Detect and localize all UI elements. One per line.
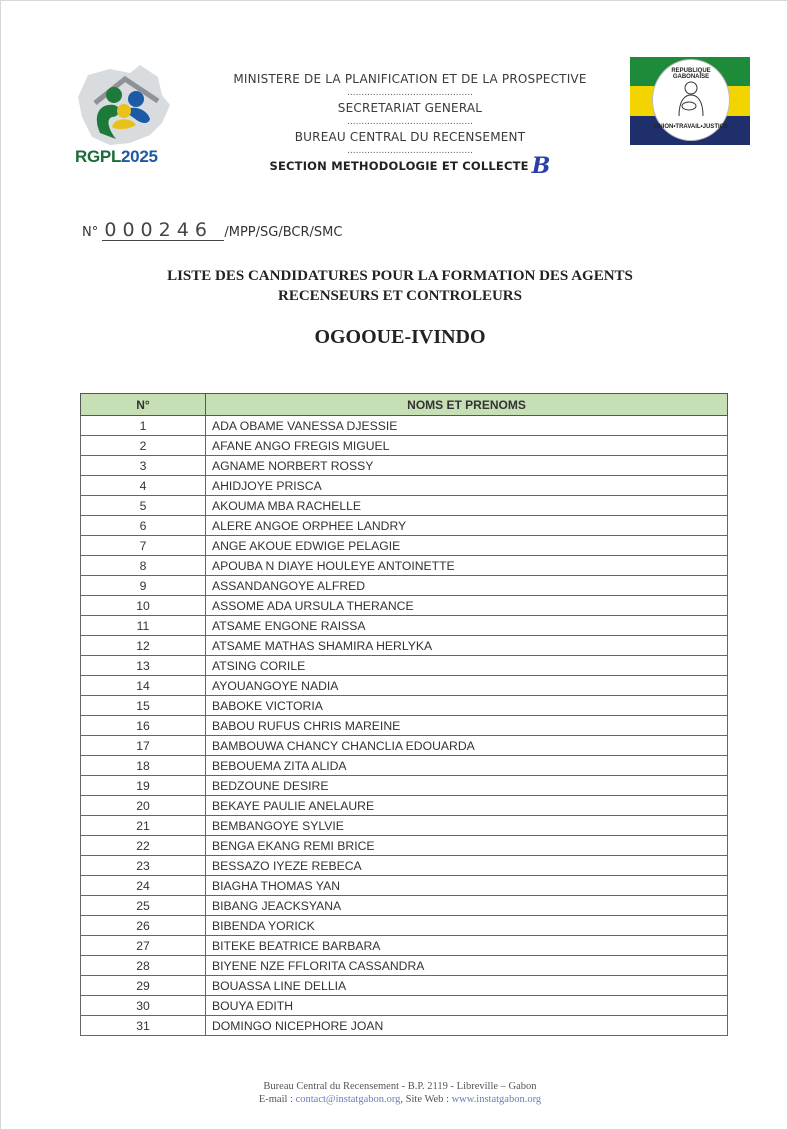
row-number: 22 [81,836,206,856]
candidate-name: AYOUANGOYE NADIA [206,676,728,696]
candidate-name: ASSANDANGOYE ALFRED [206,576,728,596]
candidate-name: AFANE ANGO FREGIS MIGUEL [206,436,728,456]
letterhead [220,72,600,179]
reference-prefix: N° [82,225,99,240]
row-number: 26 [81,916,206,936]
candidate-name: AGNAME NORBERT ROSSY [206,456,728,476]
row-number: 6 [81,516,206,536]
row-number: 5 [81,496,206,516]
table-row [81,756,728,776]
table-row [81,656,728,676]
table-row [81,956,728,976]
row-number: 23 [81,856,206,876]
gabon-flag-emblem [630,57,750,145]
reference-value: 000246 [102,220,224,241]
table-row [81,776,728,796]
email-label: E-mail : [258,1094,296,1105]
reference-number [82,220,342,241]
table-row [81,536,728,556]
separator-dots: ............................................ [347,117,473,127]
table-row [81,716,728,736]
row-number: 27 [81,936,206,956]
coat-of-arms-seal-icon [652,59,730,141]
candidate-name: ATSAME MATHAS SHAMIRA HERLYKA [206,636,728,656]
reference-suffix: /MPP/SG/BCR/SMC [224,225,343,240]
row-number: 9 [81,576,206,596]
table-header-row [81,394,728,416]
table-row [81,876,728,896]
table-row [81,976,728,996]
row-number: 20 [81,796,206,816]
row-number: 29 [81,976,206,996]
table-row [81,676,728,696]
row-number: 2 [81,436,206,456]
candidate-name: BESSAZO IYEZE REBECA [206,856,728,876]
row-number: 10 [81,596,206,616]
candidate-name: BOUASSA LINE DELLIA [206,976,728,996]
candidate-name: AKOUMA MBA RACHELLE [206,496,728,516]
candidate-name: ADA OBAME VANESSA DJESSIE [206,416,728,436]
row-number: 11 [81,616,206,636]
table-row [81,416,728,436]
table-row [81,596,728,616]
section-name [220,153,600,179]
table-row [81,436,728,456]
secretariat-name: SECRETARIAT GENERAL [337,101,483,115]
logo-text-main: RGPL [75,147,122,166]
row-number: 4 [81,476,206,496]
row-number: 24 [81,876,206,896]
region-title: OGOOUE-IVINDO [314,326,486,348]
table-row [81,836,728,856]
candidate-name: BEMBANGOYE SYLVIE [206,816,728,836]
candidate-name: ASSOME ADA URSULA THERANCE [206,596,728,616]
row-number: 3 [81,456,206,476]
footer-address: Bureau Central du Recensement - B.P. 2119 - Libreville – Gabon [263,1081,537,1092]
logo-text [75,147,158,167]
table-row [81,936,728,956]
table-row [81,556,728,576]
candidate-name: BIAGHA THOMAS YAN [206,876,728,896]
candidate-name: ALERE ANGOE ORPHEE LANDRY [206,516,728,536]
bureau-name: BUREAU CENTRAL DU RECENSEMENT [294,130,526,144]
ministry-name: MINISTERE DE LA PLANIFICATION ET DE LA PROSPECTIVE [233,72,587,86]
table-row [81,816,728,836]
seal-text-bottom: UNION•TRAVAIL•JUSTICE [654,124,728,130]
table-row [81,996,728,1016]
table-row [81,476,728,496]
separator-dots: ............................................ [347,88,473,98]
row-number: 7 [81,536,206,556]
table-row [81,616,728,636]
candidates-table [80,393,728,1036]
table-row [81,896,728,916]
table-row [81,916,728,936]
row-number: 19 [81,776,206,796]
candidate-name: APOUBA N DIAYE HOULEYE ANTOINETTE [206,556,728,576]
candidate-name: BAMBOUWA CHANCY CHANCLIA EDOUARDA [206,736,728,756]
table-row [81,516,728,536]
candidate-name: BEKAYE PAULIE ANELAURE [206,796,728,816]
row-number: 12 [81,636,206,656]
table-row [81,736,728,756]
document-title [100,266,700,306]
candidate-name: ATSAME ENGONE RAISSA [206,616,728,636]
web-label: , Site Web : [400,1094,452,1105]
table-row [81,576,728,596]
candidate-name: BEBOUEMA ZITA ALIDA [206,756,728,776]
table-row [81,856,728,876]
table-row [81,1016,728,1036]
footer [180,1080,620,1106]
website-link[interactable]: www.instatgabon.org [451,1094,542,1105]
mother-child-icon [675,80,707,118]
row-number: 31 [81,1016,206,1036]
row-number: 17 [81,736,206,756]
logo-text-year: 2025 [121,147,158,166]
table-row [81,636,728,656]
email-link[interactable]: contact@instatgabon.org [295,1094,401,1105]
table-row [81,456,728,476]
row-number: 30 [81,996,206,1016]
candidate-name: DOMINGO NICEPHORE JOAN [206,1016,728,1036]
row-number: 1 [81,416,206,436]
column-header-names: NOMS ET PRENOMS [206,394,728,416]
row-number: 8 [81,556,206,576]
title-line-2: RECENSEURS ET CONTROLEURS [278,288,522,304]
candidate-name: BENGA EKANG REMI BRICE [206,836,728,856]
section-label: SECTION METHODOLOGIE ET COLLECTE [269,159,529,173]
column-header-number: N° [81,394,206,416]
row-number: 13 [81,656,206,676]
separator-dots: ............................................ [347,146,473,156]
candidate-name: BIBANG JEACKSYANA [206,896,728,916]
row-number: 14 [81,676,206,696]
candidate-name: BEDZOUNE DESIRE [206,776,728,796]
seal-text-top: REPUBLIQUE GABONAISE [671,68,711,80]
table-row [81,696,728,716]
table-row [81,496,728,516]
row-number: 28 [81,956,206,976]
candidate-name: BITEKE BEATRICE BARBARA [206,936,728,956]
row-number: 21 [81,816,206,836]
row-number: 18 [81,756,206,776]
candidate-name: ATSING CORILE [206,656,728,676]
row-number: 16 [81,716,206,736]
candidate-name: ANGE AKOUE EDWIGE PELAGIE [206,536,728,556]
row-number: 25 [81,896,206,916]
candidate-name: BABOU RUFUS CHRIS MAREINE [206,716,728,736]
candidate-name: BOUYA EDITH [206,996,728,1016]
table-row [81,796,728,816]
handwritten-initial: B [531,153,551,179]
title-line-1: LISTE DES CANDIDATURES POUR LA FORMATION DES AGENTS [167,268,633,284]
candidate-name: BABOKE VICTORIA [206,696,728,716]
candidate-name: AHIDJOYE PRISCA [206,476,728,496]
candidate-name: BIYENE NZE FFLORITA CASSANDRA [206,956,728,976]
footer-contact [180,1093,620,1106]
candidate-name: BIBENDA YORICK [206,916,728,936]
row-number: 15 [81,696,206,716]
